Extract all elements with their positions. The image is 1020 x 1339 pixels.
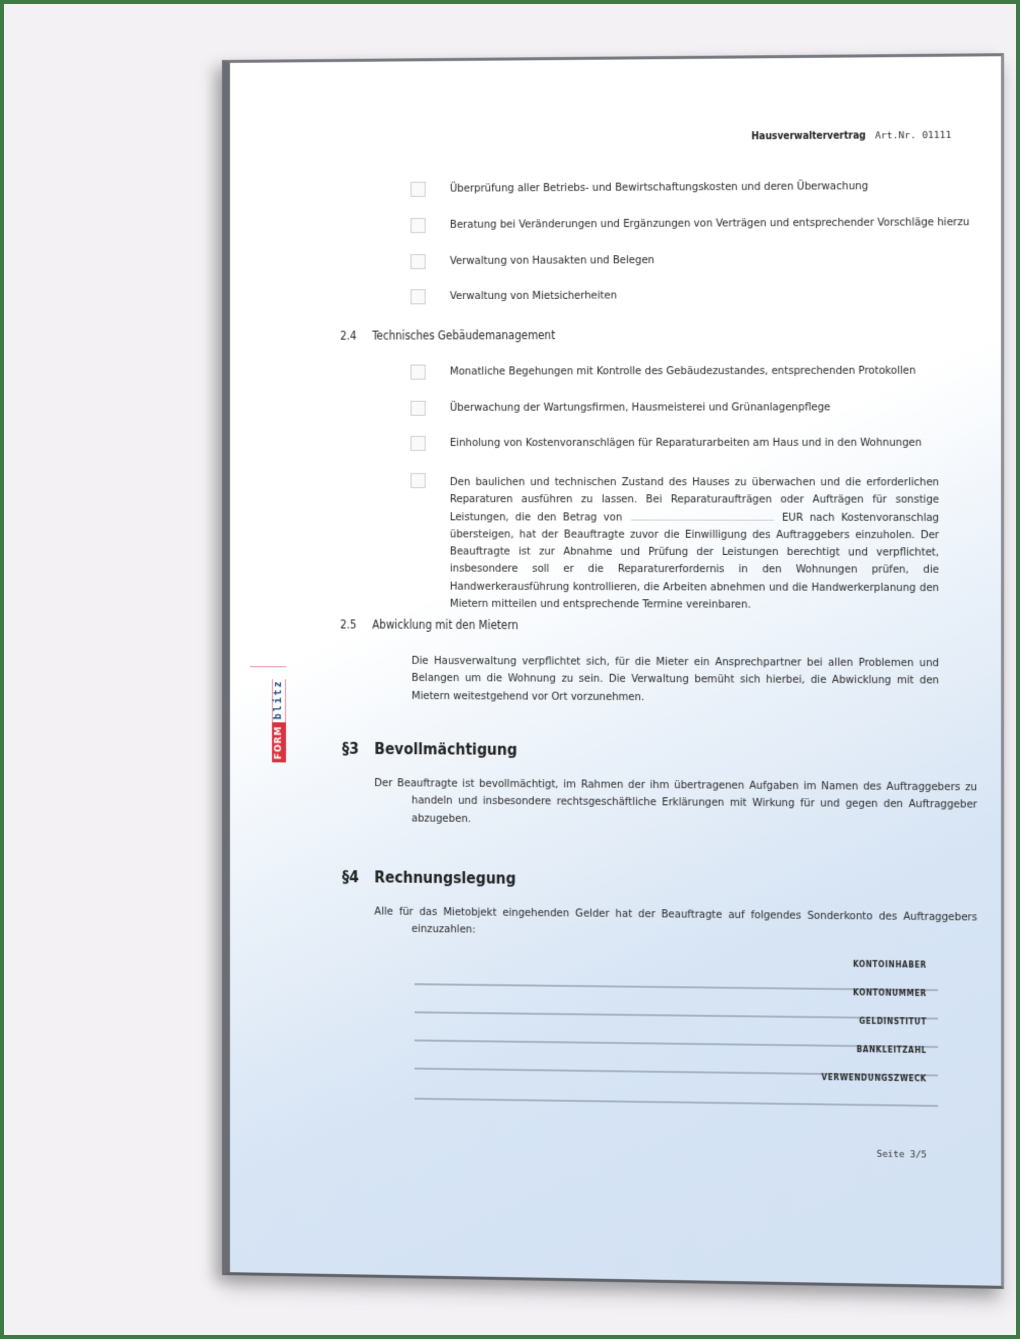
article-number: Art.Nr. 01111: [874, 129, 952, 142]
checkbox[interactable]: [411, 289, 426, 304]
logo-form-text: FORM: [272, 723, 286, 763]
section-title: Abwicklung mit den Mietern: [372, 617, 519, 633]
amount-input-line[interactable]: [631, 508, 774, 520]
paragraph-title: Rechnungslegung: [374, 868, 517, 888]
checklist-item: [411, 289, 617, 305]
text-after-amount: EUR nach Kostenvoranschlag übersteigen, hat der Beauftragte zuvor die Einwilligung des Auftraggebers einzuholen. Der Beauftragte ist zur Abnahme und Prüfung der Leistungen berechtigt und verpflichtet, insbesondere soll er die Reparaturerfordernis in den Wohnungen prüfen, die Handwerkerausführung kontrollieren, die Arbeiten abnehmen und die Handwerkerplanung den Mietern mitteilen und entsprechende Termine vereinbaren.: [449, 510, 940, 611]
field-label-bankleitzahl: BANKLEITZAHL: [856, 1044, 927, 1056]
paragraph-3-text: Der Beauftragte ist bevollmächtigt, im Rahmen der ihm übertragenen Aufgaben im Namen des Auftraggebers zu handeln und insbesondere rechtsgeschäftliche Erklärungen mit Wirkung für und gegen den Auftraggeber abzugeben.: [374, 776, 978, 825]
checklist-label: Monatliche Begehungen mit Kontrolle des Gebäudezustandes, entsprechenden Protokollen: [449, 363, 916, 378]
checkbox[interactable]: [411, 182, 426, 197]
checklist-item: [411, 253, 655, 269]
document-page: [222, 53, 1004, 1289]
field-label-geldinstitut: GELDINSTITUT: [859, 1016, 927, 1027]
section-heading-2-5: [340, 617, 518, 632]
checklist-item: [411, 436, 922, 451]
document-title: Hausverwaltervertrag: [751, 130, 866, 143]
checklist-item: [411, 215, 970, 233]
checkbox[interactable]: [411, 473, 426, 488]
document-page-wrapper: [222, 53, 1004, 1289]
formblitz-logo: [272, 666, 286, 762]
checklist-label: Einholung von Kostenvoranschlägen für Reparaturarbeiten am Haus und in den Wohnungen: [449, 435, 922, 449]
checklist-label: Überwachung der Wartungsfirmen, Hausmeisterei und Grünanlagenpflege: [449, 400, 831, 414]
checklist-label: Verwaltung von Mietsicherheiten: [449, 288, 617, 303]
paragraph-4-heading: [342, 868, 516, 888]
logo-blitz-text: blitz: [272, 679, 286, 722]
checkbox[interactable]: [411, 365, 426, 380]
field-label-verwendungszweck: VERWENDUNGSZWECK: [821, 1072, 927, 1084]
verwendungszweck-input-line[interactable]: [415, 1098, 939, 1107]
paragraph-number: §3: [342, 739, 359, 758]
checklist-item-long: [411, 473, 941, 614]
checklist-item: [411, 400, 831, 416]
page-number: Seite 3/5: [876, 1149, 927, 1161]
paragraph-title: Bevollmächtigung: [374, 739, 518, 759]
checklist-label: Verwaltung von Hausakten und Belegen: [449, 253, 655, 268]
paragraph-3-heading: [342, 740, 517, 759]
text-before-amount: Den baulichen und technischen Zustand des Hauses zu überwachen und die erforderlichen Reparaturen ausführen zu lassen. Bei Reparaturaufträgen oder Aufträgen für sonstige Leistungen, die den Betrag von: [449, 475, 940, 524]
checklist-label: Überprüfung aller Betriebs- und Bewirtschaftungskosten und deren Überwachung: [449, 179, 869, 195]
section-2-5-text: Die Hausverwaltung verpflichtet sich, für die Mieter ein Ansprechpartner bei allen Problemen und Belangen um die Wohnung zu sein. Die Verwaltung bemüht sich hierbei, die Abwicklung mit den Mietern weitestgehend vor Ort vorzunehmen.: [411, 653, 940, 703]
checkbox[interactable]: [411, 436, 426, 451]
section-number: 2.4: [340, 328, 357, 343]
checklist-label: Beratung bei Veränderungen und Ergänzungen von Verträgen und entsprechender Vorschläge hierzu: [449, 215, 970, 231]
checklist-long-text: [450, 473, 939, 614]
section-title: Technisches Gebäudemanagement: [372, 328, 556, 343]
section-heading-2-4: [340, 328, 555, 343]
section-number: 2.5: [340, 617, 357, 632]
paragraph-number: §4: [342, 868, 359, 887]
checkbox[interactable]: [411, 401, 426, 416]
checkbox[interactable]: [411, 218, 426, 233]
field-label-kontoinhaber: KONTOINHABER: [852, 959, 927, 970]
field-label-kontonummer: KONTONUMMER: [853, 988, 927, 999]
checklist-item: [411, 364, 916, 380]
checkbox[interactable]: [411, 254, 426, 269]
paragraph-4-text: Alle für das Mietobjekt eingehenden Gelder hat der Beauftragte auf folgendes Sonderkonto des Auftraggebers einzuzahlen:: [374, 904, 978, 936]
checklist-item: [411, 179, 869, 197]
document-header: [751, 130, 951, 143]
